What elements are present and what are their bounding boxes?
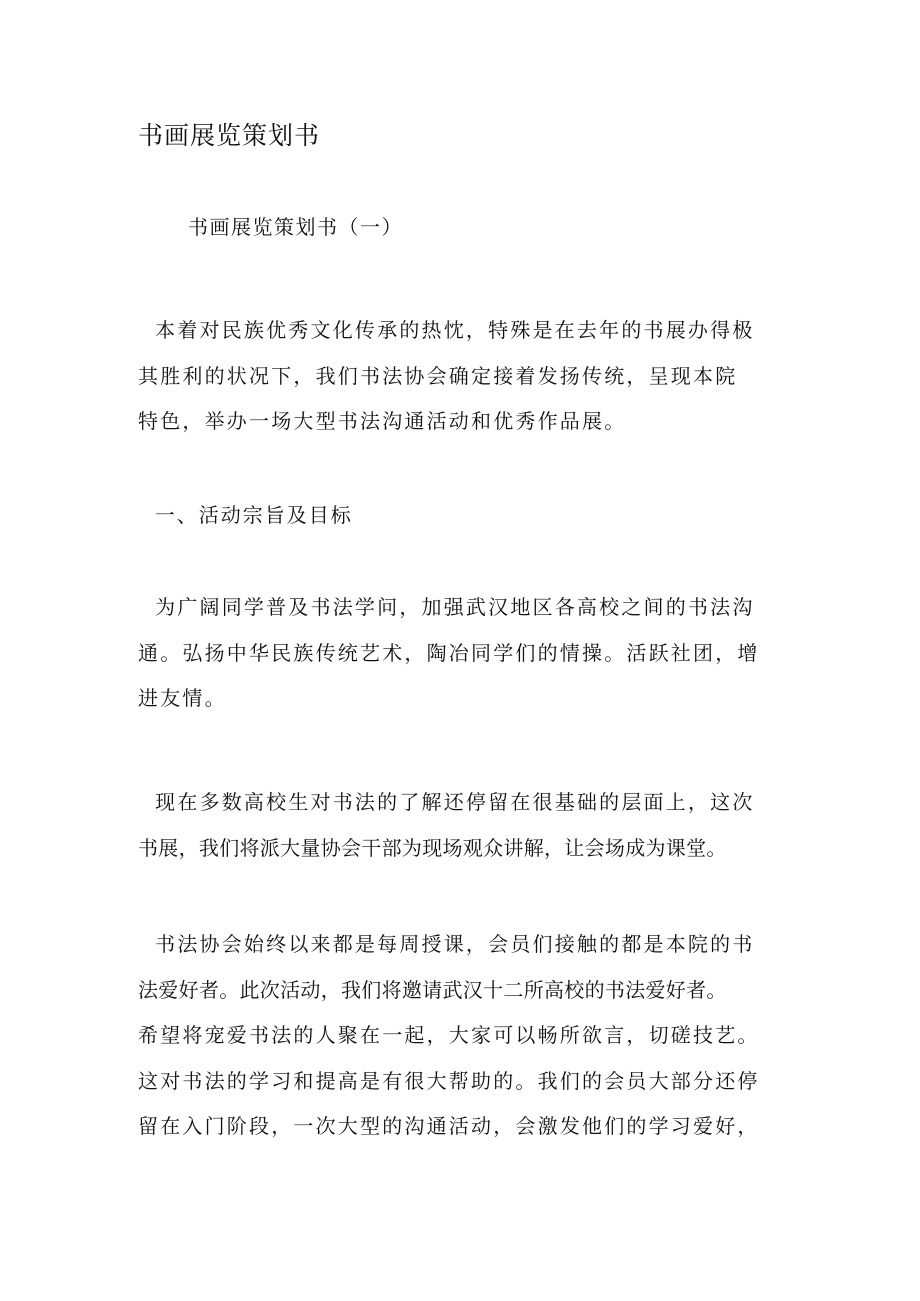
association-line-5: 留在入门阶段，一次大型的沟通活动，会激发他们的学习爱好，: [138, 1114, 760, 1138]
purpose-line-1: 为广阔同学普及书法学问，加强武汉地区各高校之间的书法沟: [138, 595, 755, 619]
current-line-1: 现在多数高校生对书法的了解还停留在很基础的层面上，这次: [138, 790, 755, 814]
purpose-line-2: 通。弘扬中华民族传统艺术，陶冶同学们的情操。活跃社团，增: [138, 640, 760, 665]
intro-line-3: 特色，举办一场大型书法沟通活动和优秀作品展。: [138, 409, 627, 433]
section-heading-purpose: 一、活动宗旨及目标: [138, 503, 353, 527]
association-line-4: 这对书法的学习和提高是有很大帮助的。我们的会员大部分还停: [138, 1068, 760, 1093]
association-line-2: 法爱好者。此次活动，我们将邀请武汉十二所高校的书法爱好者。: [138, 977, 727, 1002]
intro-paragraph: [138, 308, 798, 445]
current-line-2: 书展，我们将派大量协会干部为现场观众讲解，让会场成为课堂。: [138, 835, 727, 860]
purpose-line-3: 进友情。: [138, 686, 227, 710]
document-subtitle: 书画展览策划书（一）: [188, 215, 403, 239]
intro-line-2: 其胜利的状况下，我们书法协会确定接着发扬传统，呈现本院: [138, 363, 738, 388]
document-title: 书画展览策划书: [138, 121, 321, 150]
association-line-3: 希望将宠爱书法的人聚在一起，大家可以畅所欲言，切磋技艺。: [138, 1023, 760, 1047]
intro-line-1: 本着对民族优秀文化传承的热忱，特殊是在去年的书展办得极: [138, 318, 755, 342]
association-paragraph: [138, 922, 798, 1150]
purpose-paragraph: [138, 585, 798, 722]
association-line-1: 书法协会始终以来都是每周授课，会员们接触的都是本院的书: [138, 932, 755, 956]
current-situation-paragraph: [138, 780, 798, 871]
